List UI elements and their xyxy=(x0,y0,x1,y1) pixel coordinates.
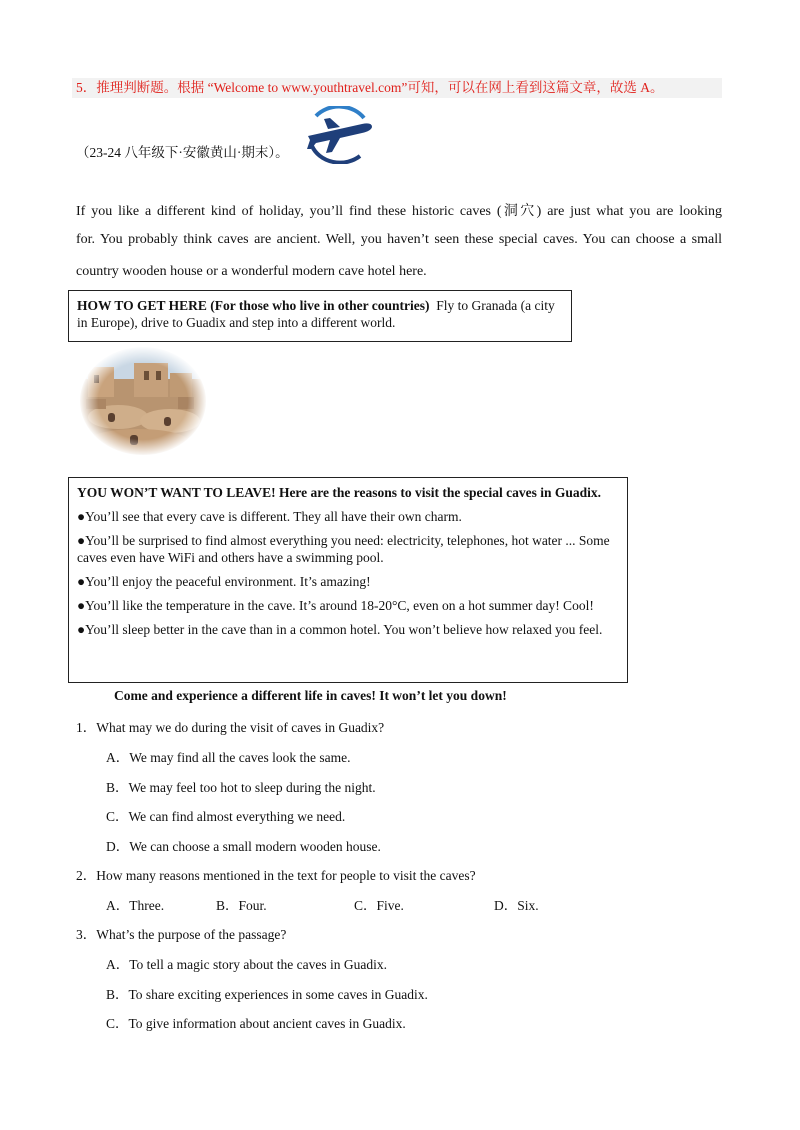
closing-line: Come and experience a different life in caves! It won’t let you down! xyxy=(114,688,507,703)
intro-line-2: for. You probably think caves are ancient. Well, you haven’t seen these special caves. You can choose a small xyxy=(76,232,722,247)
question-1-option-b[interactable]: B．We may feel too hot to sleep during the night. xyxy=(106,780,376,795)
how-to-get-heading: HOW TO GET HERE (For those who live in other countries) xyxy=(77,298,430,313)
question-2-option-c[interactable]: C．Five. xyxy=(354,898,404,913)
reason-bullet: ●You’ll sleep better in the cave than in a common hotel. You won’t believe how relaxed you feel. xyxy=(77,622,603,637)
question-3-option-a[interactable]: A．To tell a magic story about the caves in Guadix. xyxy=(106,957,387,972)
answer-explanation: 5．推理判断题。根据 “Welcome to www.youthtravel.com”可知，可以在网上看到这篇文章，故选 A。 xyxy=(72,78,722,98)
question-1-option-c[interactable]: C．We can find almost everything we need. xyxy=(106,809,346,824)
question-2-option-d[interactable]: D．Six. xyxy=(494,898,539,913)
intro-line-3: country wooden house or a wonderful modern cave hotel here. xyxy=(76,264,427,279)
question-1-option-d[interactable]: D．We can choose a small modern wooden house. xyxy=(106,839,381,854)
how-to-get-box xyxy=(68,290,572,342)
question-1-stem: 1．What may we do during the visit of caves in Guadix? xyxy=(76,720,385,735)
cave-houses-photo xyxy=(78,345,208,457)
reason-bullet: ●You’ll see that every cave is different. They all have their own charm. xyxy=(77,509,462,524)
question-2-stem: 2．How many reasons mentioned in the text for people to visit the caves? xyxy=(76,868,476,883)
intro-line-1: If you like a different kind of holiday, you’ll find these historic caves (洞穴) are just what you are looking xyxy=(76,204,722,219)
reasons-heading: YOU WON’T WANT TO LEAVE! Here are the reasons to visit the special caves in Guadix. xyxy=(77,485,602,500)
question-1-option-a[interactable]: A．We may find all the caves look the same. xyxy=(106,750,351,765)
question-2-options xyxy=(106,894,606,912)
question-source: （23-24 八年级下·安徽黄山·期末）。 xyxy=(76,145,289,160)
airplane-logo-icon xyxy=(302,106,376,164)
reason-bullet: ●You’ll be surprised to find almost everything you need: electricity, telephones, hot water ... Some caves even have WiFi and others have a swimming pool. xyxy=(77,533,610,565)
reasons-box xyxy=(68,477,628,683)
question-2-option-b[interactable]: B．Four. xyxy=(216,898,267,913)
question-2-option-a[interactable]: A．Three. xyxy=(106,898,165,913)
question-3-option-b[interactable]: B．To share exciting experiences in some caves in Guadix. xyxy=(106,987,428,1002)
reason-bullet: ●You’ll enjoy the peaceful environment. It’s amazing! xyxy=(77,574,371,589)
reason-bullet: ●You’ll like the temperature in the cave. It’s around 18-20°C, even on a hot summer day! Cool! xyxy=(77,598,594,613)
how-to-get-text: Fly to Granada (a city in Europe), drive to Guadix and step into a different world. xyxy=(77,298,555,330)
question-3-stem: 3．What’s the purpose of the passage? xyxy=(76,927,287,942)
question-3-option-c[interactable]: C．To give information about ancient caves in Guadix. xyxy=(106,1016,406,1031)
